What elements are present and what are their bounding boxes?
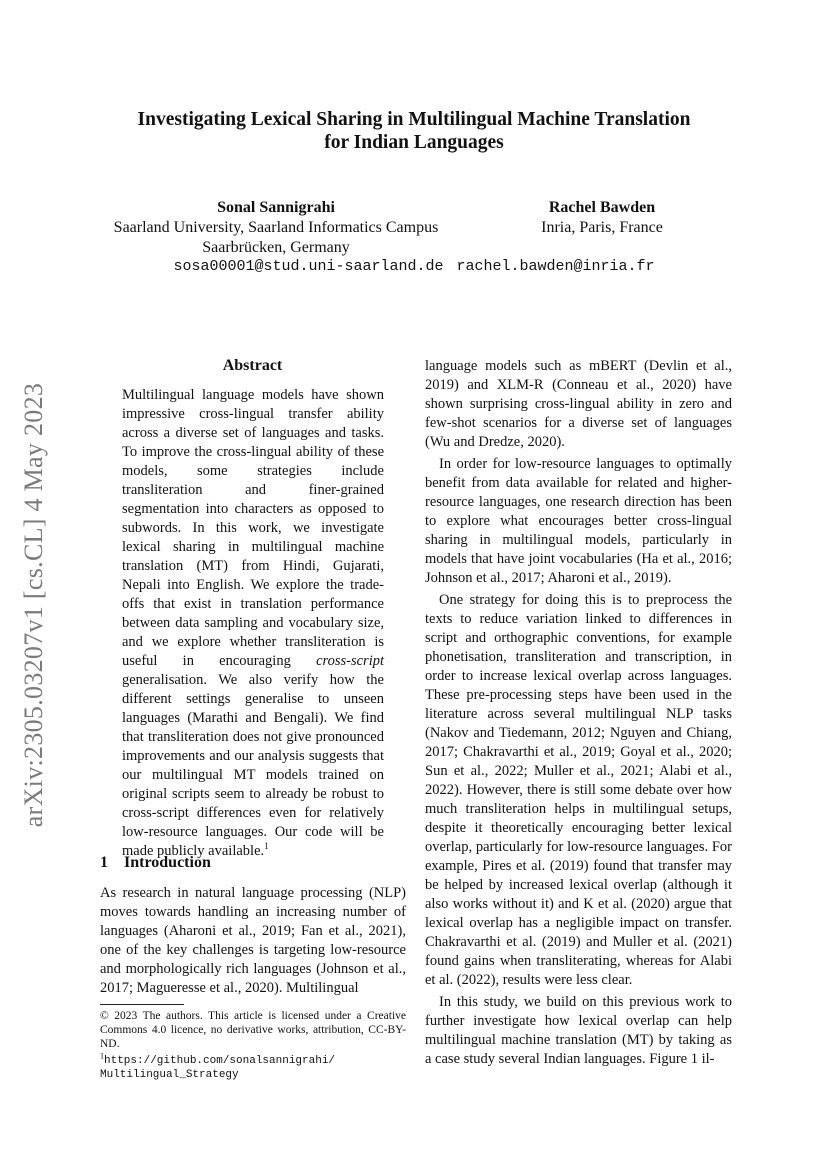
section-title: Introduction (124, 854, 211, 871)
abstract-emphasis: cross-script (316, 653, 384, 669)
license-note: © 2023 The authors. This article is licensed under a Creative Commons 4.0 licence, no derivative works, attribution, CC-BY-ND. (100, 1010, 406, 1050)
arxiv-id: arXiv:2305.03207v1 [cs.CL] 4 May 2023 (19, 382, 49, 828)
right-column (425, 357, 732, 1069)
author-block-2 (472, 198, 732, 238)
abstract-text-end: generalisation. We also verify how the different settings generalise to unseen languages (Marathi and Bengali). We find that transliteration does not give pronounced improvements and our analysis suggests that our multilingual MT models trained on original scripts seem to already be robust to cross-script differences even for relatively low-resource languages. Our code will be made publicly available. (122, 672, 384, 859)
footnotes (100, 1009, 406, 1082)
repo-url-line-1[interactable]: https://github.com/sonalsannigrahi/ (104, 1055, 336, 1067)
intro-paragraph: As research in natural language processing (NLP) moves towards handling an increasing number of languages (Aharoni et al., 2019; Fan et al., 2021), one of the key challenges is targeting low-resource and morphologically rich languages (Johnson et al., 2017; Magueresse et al., 2020). Multilingual (100, 885, 406, 996)
author-name: Sonal Sannigrahi (217, 199, 335, 216)
section-number: 1 (100, 854, 108, 871)
intro-body (100, 884, 406, 998)
title-line-1: Investigating Lexical Sharing in Multilingual Machine Translation (137, 109, 691, 130)
paper-title (80, 108, 748, 154)
paragraph-3: One strategy for doing this is to preprocess the texts to reduce variation linked to differences in script and orthographic conventions, for example phonetisation, transliteration and transcription, in order to increase lexical overlap across languages. These pre-processing steps have been used in the literature across several multilingual NLP tasks (Nakov and Tiedemann, 2012; Nguyen and Chiang, 2017; Chakravarthi et al., 2019; Goyal et al., 2020; Sun et al., 2022; Muller et al., 2021; Alabi et al., 2022). However, there is still some debate over how much transliteration helps in multilingual setups, despite it theoretically encouraging better lexical overlap, particularly for low-resource languages. For example, Pires et al. (2019) found that transfer may be helped by increased lexical overlap (although it also works without it) and K et al. (2020) argue that lexical overlap has a negligible impact on transfer. Chakravarthi et al. (2019) and Muller et al. (2021) found gains when transliterating, whereas for Alabi et al. (2022), results were less clear. (425, 592, 732, 988)
author-affiliation: Saarland University, Saarland Informatics Campus (113, 219, 439, 236)
repo-url-line-2[interactable]: Multilingual_Strategy (100, 1069, 239, 1081)
author-block-1 (100, 198, 452, 258)
title-line-2: for Indian Languages (324, 132, 504, 153)
abstract-text (122, 386, 384, 861)
author-location: Saarbrücken, Germany (202, 239, 350, 256)
footnote-1 (100, 1051, 406, 1082)
abstract-text-start: Multilingual language models have shown impressive cross-lingual transfer ability across a diverse set of languages and tasks. To improve the cross-lingual ability of these models, some strategies include transliteration and finer-grained segmentation into characters as opposed to subwords. In this work, we investigate lexical sharing in multilingual machine translation (MT) from Hindi, Gujarati, Nepali into English. We explore the trade-offs that exist in translation performance between data sampling and vocabulary size, and we explore whether transliteration is useful in encouraging (122, 387, 384, 669)
footnote-number: 1 (100, 1051, 104, 1061)
author-emails: sosa00001@stud.uni-saarland.de rachel.bawden@inria.fr (173, 258, 655, 275)
paragraph-4: In this study, we build on this previous work to further investigate how lexical overlap can help multilingual machine translation (MT) by taking as a case study several Indian languages. Figure 1 il- (425, 994, 732, 1067)
paragraph-1: language models such as mBERT (Devlin et al., 2019) and XLM-R (Conneau et al., 2020) have shown surprising cross-lingual ability in zero and few-shot scenarios for a diverse set of languages (Wu and Dredze, 2020). (425, 358, 732, 450)
footnote-rule (100, 1004, 184, 1005)
author-name: Rachel Bawden (548, 199, 656, 216)
footnote-marker: 1 (264, 841, 269, 852)
section-heading (100, 854, 405, 872)
arxiv-watermark (12, 365, 56, 845)
author-affiliation: Inria, Paris, France (541, 219, 663, 236)
abstract-body (122, 386, 384, 861)
paragraph-2: In order for low-resource languages to optimally benefit from data available for related and higher-resource languages, one research direction has been to explore what encourages better cross-lingual sharing in multilingual models, particularly in models that have joint vocabularies (Ha et al., 2016; Johnson et al., 2017; Aharoni et al., 2019). (425, 456, 732, 586)
abstract-heading: Abstract (222, 357, 283, 374)
